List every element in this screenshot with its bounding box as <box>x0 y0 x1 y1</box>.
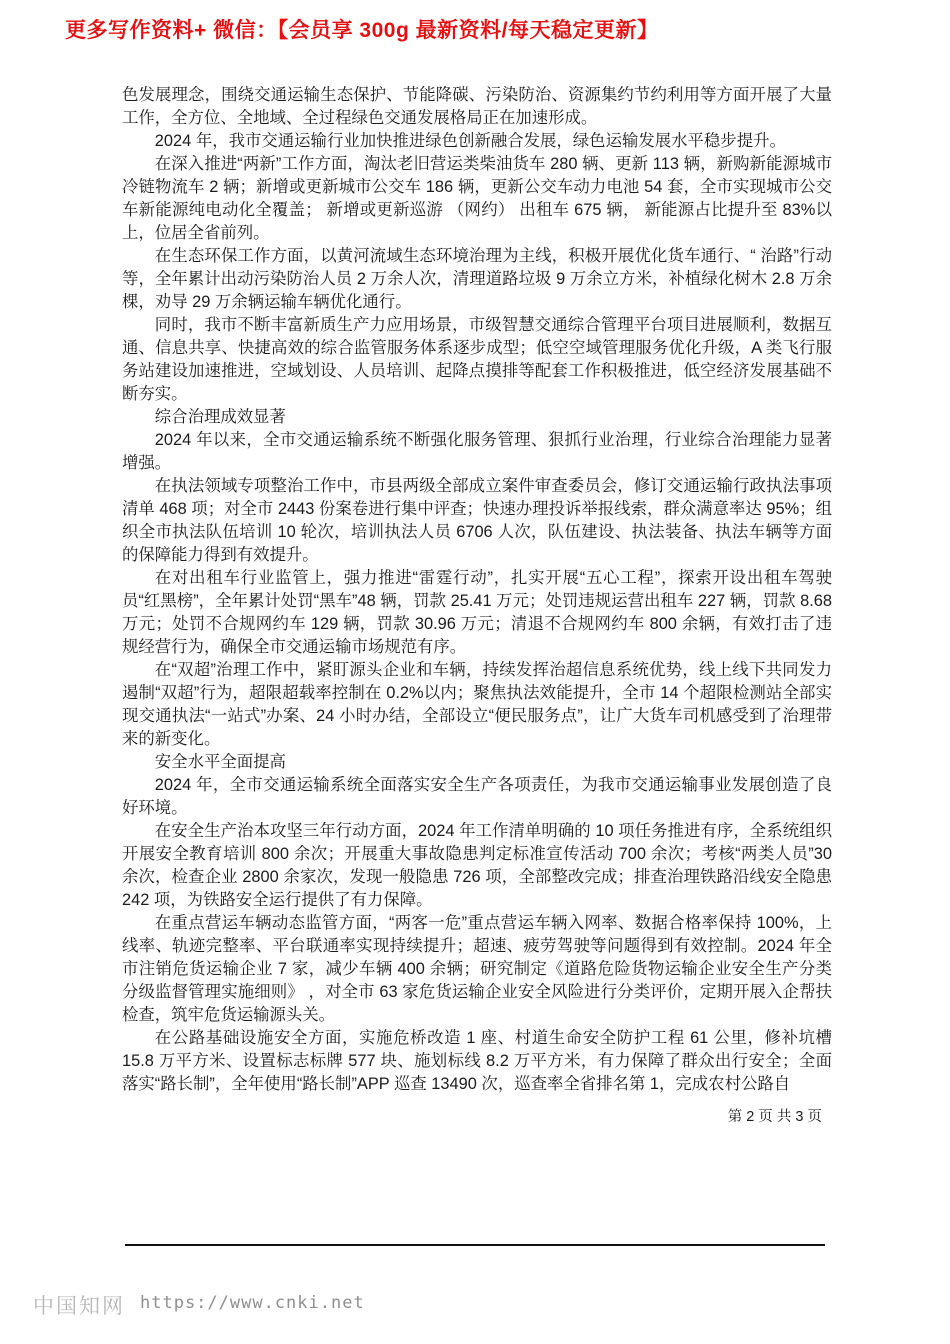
paragraph: 在公路基础设施安全方面，实施危桥改造 1 座、村道生命安全防护工程 61 公里，修补坑槽 15.8 万平方米、设置标志标牌 577 块、施划标线 8.2 万平方米，有力保障了群众出行安全；全面落实“路长制”，全年使用“路长制”APP 巡查 13490 次，巡查率全省排名第 1，完成农村公路自 <box>122 1029 832 1093</box>
section-heading-safety-level: 安全水平全面提高 <box>154 753 286 771</box>
document-body <box>122 84 832 1096</box>
paragraph: 2024 年，我市交通运输行业加快推进绿色创新融合发展，绿色运输发展水平稳步提升。 <box>154 132 786 150</box>
paragraph: 在“双超”治理工作中，紧盯源头企业和车辆，持续发挥治超信息系统优势，线上线下共同发力遏制“双超”行为，超限超载率控制在 0.2%以内；聚焦执法效能提升，全市 14 个超限检测站全部实现交通执法“一站式”办案、24 小时办结，全部设立“便民服务点”，让广大货车司机感受到了治理带来的新变化。 <box>122 661 832 748</box>
paragraph: 在对出租车行业监管上，强力推进“雷霆行动”，扎实开展“五心工程”，探索开设出租车驾驶员“红黑榜”，全年累计处罚“黑车”48 辆，罚款 25.41 万元；处罚违规运营出租车 227 辆，罚款 8.68 万元；处罚不合规网约车 129 辆，罚款 30.96 万元；清退不合规网约车 800 余辆，有效打击了违规经营行为，确保全市交通运输市场规范有序。 <box>122 569 832 656</box>
paragraph: 2024 年，全市交通运输系统全面落实安全生产各项责任，为我市交通运输事业发展创造了良好环境。 <box>122 776 832 817</box>
paragraph: 在执法领域专项整治工作中，市县两级全部成立案件审查委员会，修订交通运输行政执法事项清单 468 项；对全市 2443 份案卷进行集中评查；快速办理投诉举报线索，群众满意率达 95%；组织全市执法队伍培训 10 轮次，培训执法人员 6706 人次，队伍建设、执法装备、执法车辆等方面的保障能力得到有效提升。 <box>122 477 832 564</box>
promo-header-text: 更多写作资料+ 微信：【会员享 300g 最新资料/每天稳定更新】 <box>65 19 659 42</box>
paragraph: 2024 年以来，全市交通运输系统不断强化服务管理、狠抓行业治理，行业综合治理能力显著增强。 <box>122 431 832 472</box>
cnki-brand-watermark: 中国知网 <box>33 1295 125 1318</box>
cnki-url: https://www.cnki.net <box>140 1293 365 1313</box>
section-heading-comprehensive-governance: 综合治理成效显著 <box>154 408 286 426</box>
paragraph-continuation: 色发展理念，围绕交通运输生态保护、节能降碳、污染防治、资源集约节约利用等方面开展了大量工作，全方位、全地域、全过程绿色交通发展格局正在加速形成。 <box>122 86 832 127</box>
paragraph: 在生态环保工作方面，以黄河流域生态环境治理为主线，积极开展优化货车通行、“ 治路”行动等，全年累计出动污染防治人员 2 万余人次，清理道路垃圾 9 万余立方米，补植绿化树木 2.8 万余棵，劝导 29 万余辆运输车辆优化通行。 <box>122 247 832 311</box>
paragraph: 在重点营运车辆动态监管方面，“两客一危”重点营运车辆入网率、数据合格率保持 100%，上线率、轨迹完整率、平台联通率实现持续提升；超速、疲劳驾驶等问题得到有效控制。2024 年全市注销危货运输企业 7 家，减少车辆 400 余辆；研究制定《道路危险货物运输企业安全生产分类分级监督管理实施细则》 ，对全市 63 家危货运输企业安全风险进行分类评价，定期开展入企帮扶检查，筑牢危货运输源头关。 <box>122 914 832 1024</box>
paragraph: 在安全生产治本攻坚三年行动方面，2024 年工作清单明确的 10 项任务推进有序，全系统组织开展安全教育培训 800 余次；开展重大事故隐患判定标准宣传活动 700 余次；考核“两类人员”30 余次，检查企业 2800 余家次，发现一般隐患 726 项，全部整改完成；排查治理铁路沿线安全隐患 242 项，为铁路安全运行提供了有力保障。 <box>122 822 832 909</box>
page-number-indicator: 第 2 页 共 3 页 <box>727 1109 822 1125</box>
paragraph: 在深入推进“两新”工作方面，淘汰老旧营运类柴油货车 280 辆、更新 113 辆，新购新能源城市冷链物流车 2 辆；新增或更新城市公交车 186 辆，更新公交车动力电池 54 套，全市实现城市公交车新能源纯电动化全覆盖； 新增或更新巡游 （网约） 出租车 675 辆， 新能源占比提升至 83%以上，位居全省前列。 <box>122 155 832 242</box>
footer-divider-line <box>125 1244 825 1246</box>
paragraph: 同时，我市不断丰富新质生产力应用场景，市级智慧交通综合管理平台项目进展顺利，数据互通、信息共享、快捷高效的综合监管服务体系逐步成型；低空空域管理服务优化升级，A 类飞行服务站建设加速推进，空域划设、人员培训、起降点摸排等配套工作积极推进，低空经济发展基础不断夯实。 <box>122 316 832 403</box>
